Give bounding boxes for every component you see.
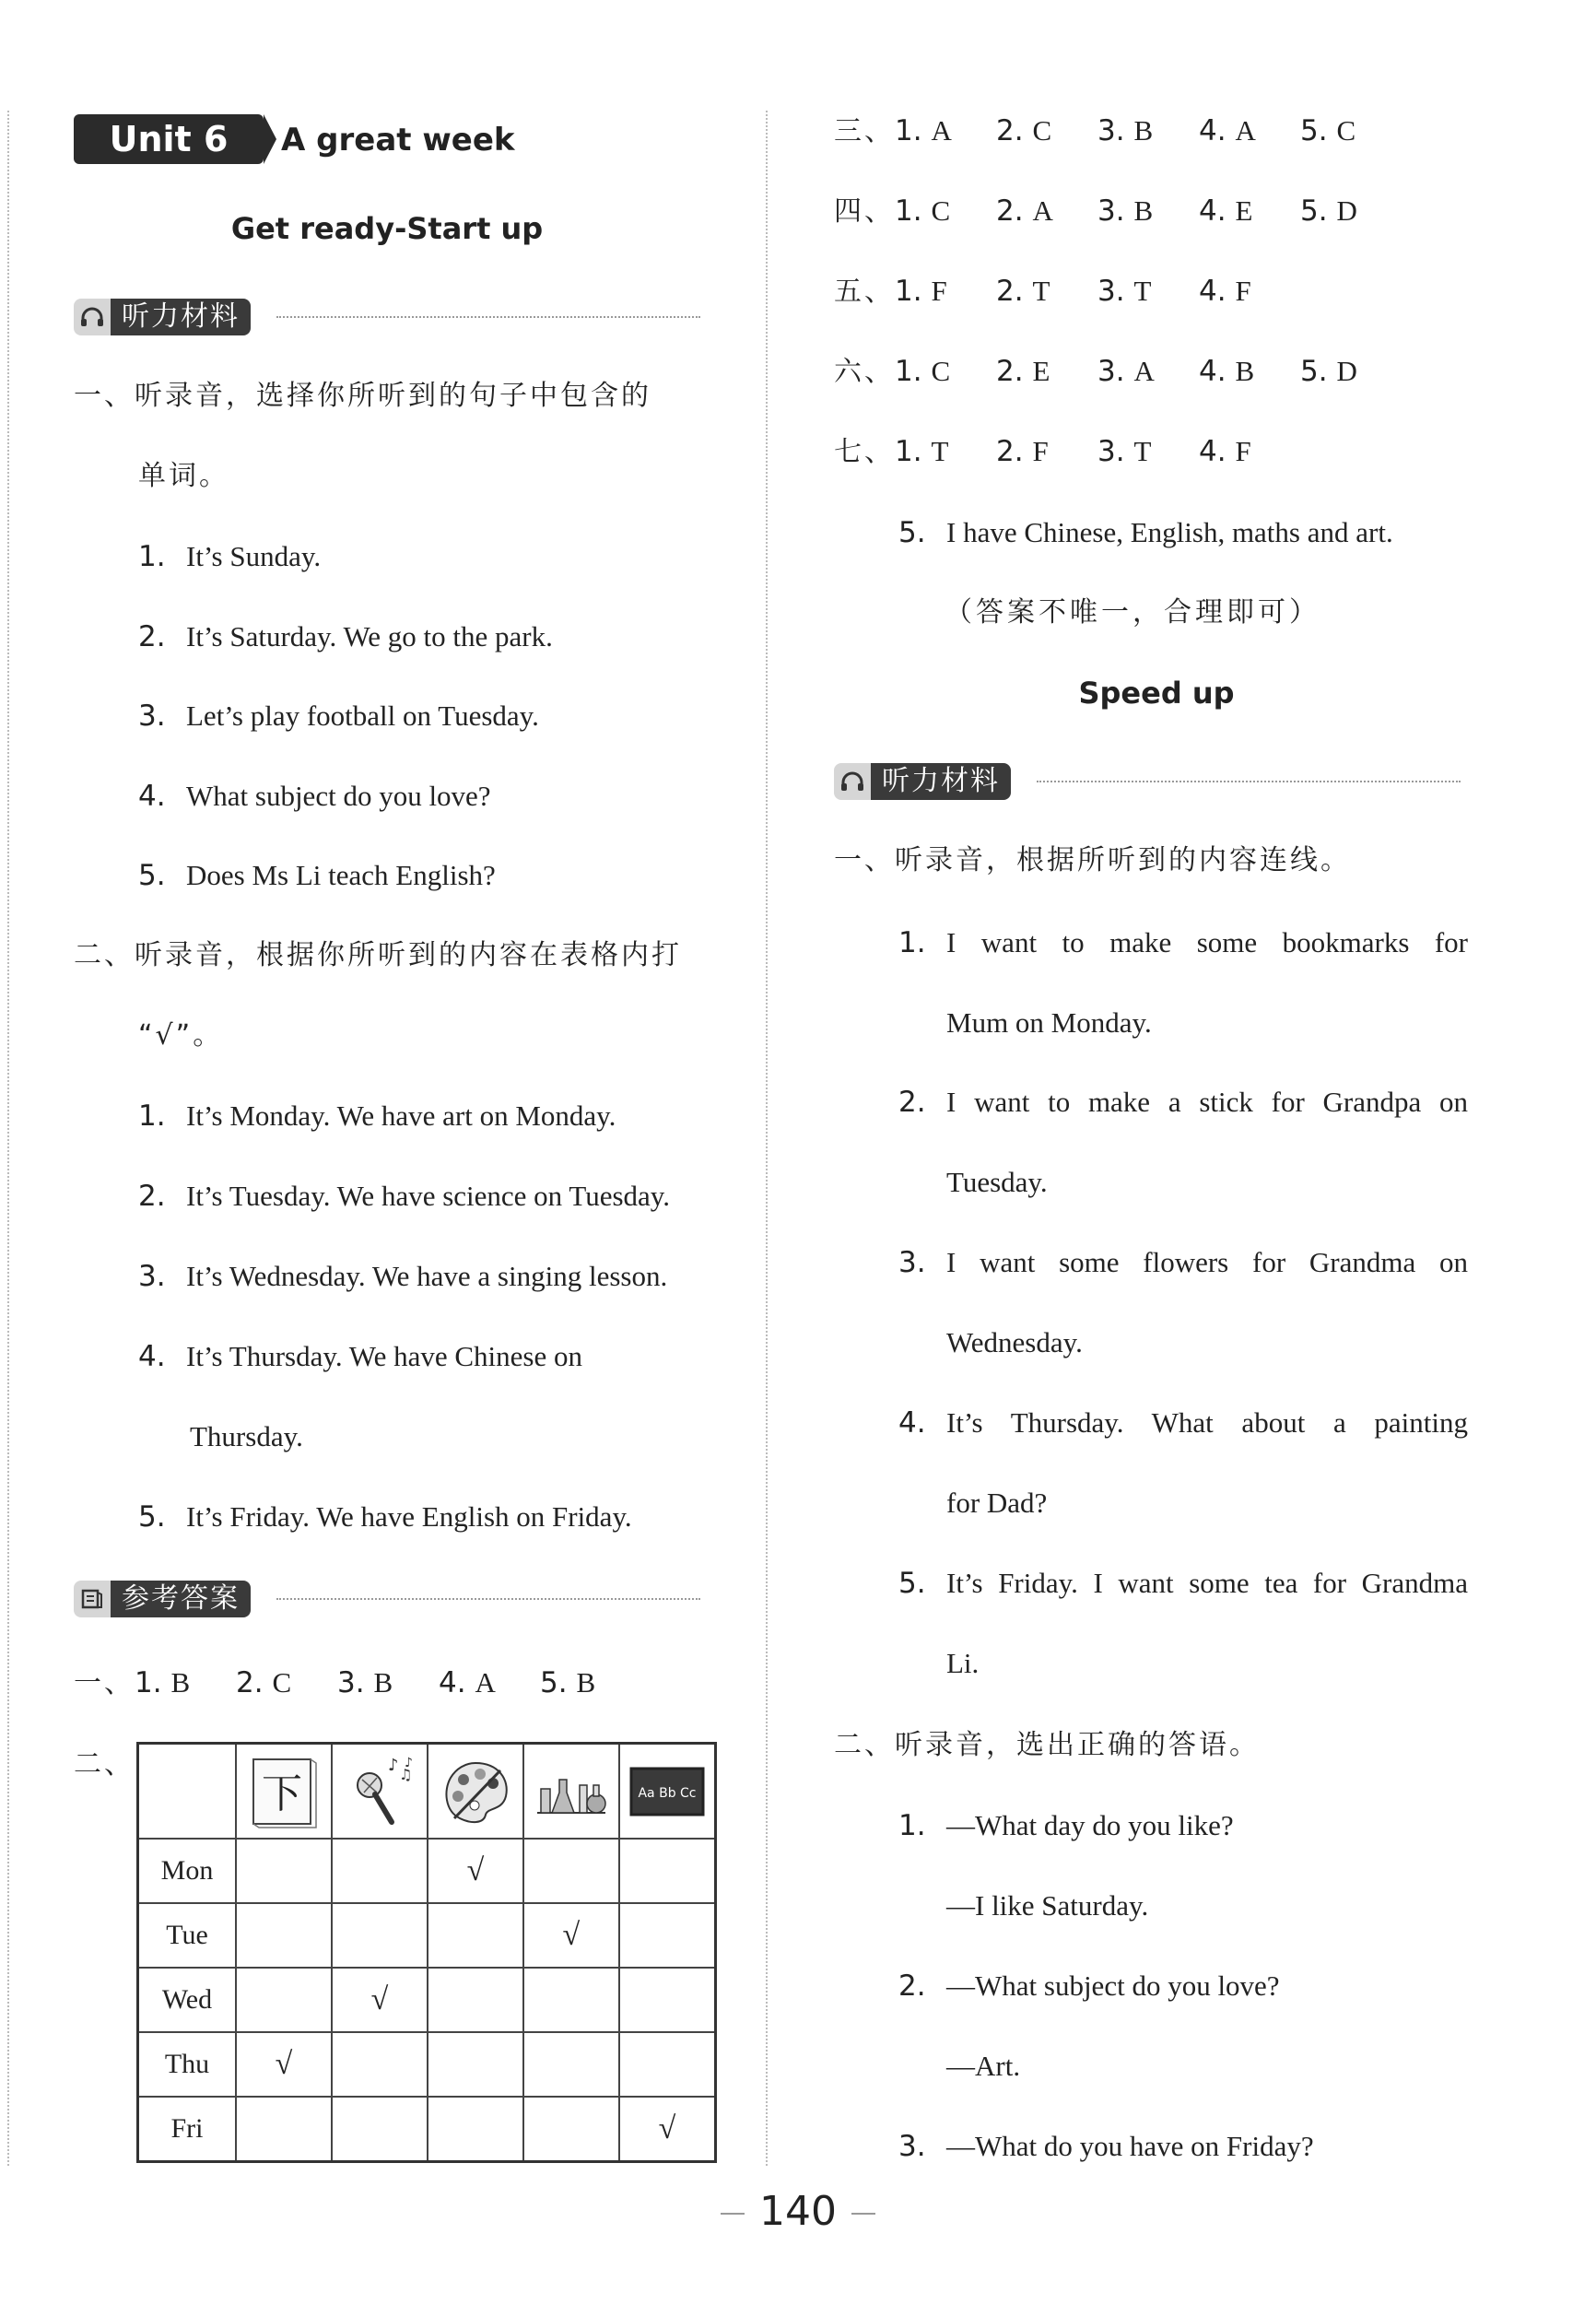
tick-cell <box>619 1839 716 1903</box>
listening-item <box>138 698 539 735</box>
day-cell: Thu <box>138 2032 237 2097</box>
answer-item <box>895 273 996 310</box>
table-row <box>138 1968 716 2032</box>
item-text: It’s Saturday. We go to the park. <box>186 620 553 652</box>
listening-item <box>898 924 1468 961</box>
tick-cell <box>332 1903 428 1968</box>
answer-row-prefix: 六、 <box>834 356 895 388</box>
chinese-character-icon <box>236 1744 332 1840</box>
item-text: I have Chinese, English, maths and art. <box>946 516 1393 548</box>
answer-row <box>834 112 1402 150</box>
speed-up-title: Speed up <box>1078 676 1235 711</box>
item-number: 1. <box>898 1809 926 1842</box>
answer-item <box>1097 112 1199 149</box>
answer-letter: F <box>1032 435 1049 467</box>
tick-cell <box>332 1968 428 2032</box>
item-text: It’s Sunday. <box>186 540 322 572</box>
dash-right <box>851 2213 875 2215</box>
tick-cell <box>619 1968 716 2032</box>
tick-cell <box>332 1839 428 1903</box>
answer-letter: B <box>1133 114 1154 147</box>
dialogue-answer <box>946 1887 1148 1924</box>
answer-item <box>337 1664 439 1701</box>
item-number: 3. <box>138 1260 166 1293</box>
listening-tag-right <box>834 761 1011 802</box>
unit-badge: Unit 6 <box>74 114 264 164</box>
item-number: 2. <box>138 620 166 653</box>
section-rule <box>276 316 700 318</box>
answer-number: 3. <box>337 1666 365 1699</box>
answer-note: （答案不唯一，合理即可） <box>945 596 1320 629</box>
answer-number: 3. <box>1097 114 1125 147</box>
answer-number: 3. <box>1097 355 1125 388</box>
listening-item-cont <box>946 1324 1083 1361</box>
listening-item <box>138 778 491 815</box>
tick-cell <box>236 2032 332 2097</box>
item-text: —What subject do you love? <box>946 1969 1280 2002</box>
dialogue-question <box>898 2128 1314 2165</box>
answer-letter: F <box>1235 435 1251 467</box>
item-number: 3. <box>898 2130 926 2163</box>
answer-number: 1. <box>895 275 922 308</box>
item-number: 5. <box>138 859 166 892</box>
answer-number: 5. <box>1300 194 1328 228</box>
right-q2-instruction: 二、听录音，选出正确的答语。 <box>834 1729 1260 1761</box>
answer-letter: B <box>373 1666 393 1699</box>
section-rule <box>276 1598 700 1600</box>
answer-row-prefix: 五、 <box>834 276 895 308</box>
table-row <box>138 1839 716 1903</box>
answer-item <box>1097 273 1199 310</box>
tick-cell <box>619 1903 716 1968</box>
listening-item-cont <box>946 1645 979 1682</box>
table-row <box>138 1903 716 1968</box>
tick-cell <box>523 2097 619 2162</box>
svg-text:♫: ♫ <box>398 1765 413 1783</box>
science-lab-icon <box>523 1744 619 1840</box>
tick-mark: √ <box>466 1853 485 1887</box>
answer-row-prefix: 七、 <box>834 436 895 468</box>
art-palette-icon <box>428 1744 523 1840</box>
item-number: 1. <box>138 540 166 573</box>
day-cell: Wed <box>138 1968 237 2032</box>
answer-number: 1. <box>895 194 922 228</box>
tick-cell <box>428 1903 523 1968</box>
item-text: What subject do you love? <box>186 780 491 812</box>
item-text: Tuesday. <box>946 1166 1048 1198</box>
answer-letter: C <box>931 355 951 387</box>
answer-letter: T <box>931 435 949 467</box>
item-text: Let’s play football on Tuesday. <box>186 700 539 732</box>
item-text: Does Ms Li teach English? <box>186 859 496 891</box>
tick-cell <box>428 1839 523 1903</box>
table-header-row <box>138 1744 716 1840</box>
item-text: for Dad? <box>946 1487 1048 1519</box>
left-q1-instruction: 一、听录音，选择你所听到的句子中包含的 <box>74 380 651 412</box>
answer-letter: T <box>1133 275 1152 307</box>
answer-letter: B <box>170 1666 191 1699</box>
answer-item <box>895 112 996 149</box>
item-number: 2. <box>138 1180 166 1213</box>
answer-number: 2. <box>236 1666 264 1699</box>
tick-cell <box>332 2032 428 2097</box>
left-q1-instruction-cont: 单词。 <box>138 460 229 492</box>
answer-item <box>895 353 996 390</box>
answer-number: 4. <box>1199 275 1226 308</box>
answer-number: 4. <box>1199 355 1226 388</box>
listening-item <box>138 1338 702 1375</box>
svg-text:♪: ♪ <box>404 1755 413 1770</box>
item-text: —What day do you like? <box>946 1809 1234 1841</box>
answer-number: 1. <box>895 355 922 388</box>
answer-letter: C <box>1032 114 1052 147</box>
answer-letter: A <box>931 114 952 147</box>
answer-number: 2. <box>996 114 1024 147</box>
item-text: It’s Monday. We have art on Monday. <box>186 1099 616 1132</box>
answer-number: 5. <box>1300 114 1328 147</box>
column-divider <box>766 111 768 2166</box>
item-number: 5. <box>898 1567 926 1600</box>
answer-letter: F <box>931 275 947 307</box>
listening-item-cont <box>946 1164 1048 1201</box>
answer-letter: F <box>1235 275 1251 307</box>
answer-item <box>135 1664 236 1701</box>
answer-item <box>1199 193 1300 229</box>
answer-letter: T <box>1032 275 1050 307</box>
answer-item <box>1199 433 1300 470</box>
item-text: —I like Saturday. <box>946 1889 1149 1922</box>
item-text: —What do you have on Friday? <box>946 2130 1314 2162</box>
tick-cell <box>619 2032 716 2097</box>
item-number: 3. <box>898 1246 926 1279</box>
item-text: —Art. <box>946 2050 1021 2082</box>
item-text: Wednesday. <box>946 1326 1083 1358</box>
day-cell: Mon <box>138 1839 237 1903</box>
tick-cell <box>428 2032 523 2097</box>
dialogue-question <box>898 1968 1280 2004</box>
answer-number: 5. <box>540 1666 568 1699</box>
item-number: 4. <box>898 1406 926 1440</box>
listening-item <box>898 1405 1468 1441</box>
answer-number: 4. <box>1199 194 1226 228</box>
answer-number: 4. <box>439 1666 466 1699</box>
listening-item-cont <box>190 1418 303 1455</box>
answer-row <box>834 193 1402 230</box>
answer-item <box>1199 353 1300 390</box>
listening-item <box>898 1244 1468 1281</box>
table-row <box>138 2032 716 2097</box>
answer-item <box>1199 112 1300 149</box>
item-number: 1. <box>138 1099 166 1133</box>
answer-number: 1. <box>135 1666 162 1699</box>
answer-item <box>439 1664 540 1701</box>
item-number: 5. <box>138 1500 166 1534</box>
answer-item <box>996 273 1097 310</box>
tick-mark: √ <box>562 1918 581 1952</box>
listening-item <box>898 1565 1468 1602</box>
answer-item <box>1300 112 1402 149</box>
listening-tag-left <box>74 297 251 337</box>
item-number: 3. <box>138 700 166 733</box>
chinese-char-text: 下 <box>261 1769 302 1817</box>
answer-letter: T <box>1133 435 1152 467</box>
table-corner-cell <box>138 1744 237 1840</box>
answer-letter: C <box>931 194 951 227</box>
answer-row <box>834 273 1300 311</box>
tick-cell <box>236 1903 332 1968</box>
answer-letter: E <box>1032 355 1050 387</box>
left-q2-instruction: 二、听录音，根据你所听到的内容在表格内打 <box>74 939 682 971</box>
answer-letter: E <box>1235 194 1253 227</box>
item-text: It’s Tuesday. We have science on Tuesday. <box>186 1180 671 1212</box>
singing-microphone-icon <box>332 1744 428 1840</box>
answer-item <box>895 193 996 229</box>
answer-item <box>996 112 1097 149</box>
answer-letter: B <box>576 1666 596 1699</box>
listening-item <box>138 1178 670 1215</box>
listening-item <box>898 1084 1468 1121</box>
answer-letter: A <box>1133 355 1155 387</box>
answer-item <box>236 1664 337 1701</box>
board-text: Aa Bb Cc <box>638 1785 697 1801</box>
answer-item <box>540 1664 641 1701</box>
answer-number: 1. <box>895 435 922 468</box>
day-cell: Tue <box>138 1903 237 1968</box>
item-text: It’s Wednesday. We have a singing lesson. <box>186 1260 668 1292</box>
answer-number: 4. <box>1199 114 1226 147</box>
tick-mark: √ <box>370 1982 389 2016</box>
dialogue-question <box>898 1807 1234 1844</box>
answer-item <box>1097 193 1199 229</box>
answer-letter: C <box>272 1666 292 1699</box>
tick-cell <box>236 2097 332 2162</box>
headphones-icon <box>834 763 871 800</box>
answer-row-prefix: 一、 <box>74 1667 135 1699</box>
item-text: It’s Thursday. What about a painting <box>946 1406 1468 1439</box>
answer-letter: D <box>1336 194 1357 227</box>
item-text: I want to make some bookmarks for <box>946 926 1468 958</box>
tick-cell <box>332 2097 428 2162</box>
tick-cell <box>523 1839 619 1903</box>
binding-margin-line <box>7 111 9 2166</box>
tick-cell <box>236 1839 332 1903</box>
listening-item-cont <box>946 1005 1152 1041</box>
book-icon <box>74 1581 111 1617</box>
listening-tag-label: 听力材料 <box>111 299 251 335</box>
answer-item <box>1300 353 1402 390</box>
left-q2-instruction-cont: “√”。 <box>138 1019 224 1052</box>
item-number: 2. <box>898 1086 926 1119</box>
tick-cell <box>428 1968 523 2032</box>
right-q1-instruction: 一、听录音，根据所听到的内容连线。 <box>834 844 1351 876</box>
answer-item <box>1199 273 1300 310</box>
answer-table <box>136 1742 717 2163</box>
item-number: 4. <box>138 780 166 813</box>
answer-number: 2. <box>996 355 1024 388</box>
answer-row-2-prefix: 二、 <box>74 1748 135 1781</box>
unit-title: A great week <box>281 122 515 159</box>
q7-item-5 <box>898 514 1468 551</box>
listening-item-cont <box>946 1485 1047 1522</box>
answer-row <box>834 433 1300 471</box>
item-text: It’s Friday. We have English on Friday. <box>186 1500 632 1533</box>
dash-left <box>721 2213 745 2215</box>
answer-letter: A <box>475 1666 496 1699</box>
answer-letter: C <box>1336 114 1356 147</box>
item-number: 4. <box>138 1340 166 1373</box>
table-row <box>138 2097 716 2162</box>
answer-item <box>996 433 1097 470</box>
item-text: It’s Thursday. We have Chinese on <box>186 1340 582 1372</box>
answer-row <box>834 353 1402 391</box>
answer-number: 2. <box>996 275 1024 308</box>
answer-letter: A <box>1032 194 1053 227</box>
listening-item <box>138 1258 667 1295</box>
answer-item <box>1097 353 1199 390</box>
answer-row-prefix: 三、 <box>834 115 895 147</box>
answers-tag <box>74 1579 251 1619</box>
item-text: I want to make a stick for Grandpa on <box>946 1086 1468 1118</box>
item-number: 1. <box>898 926 926 959</box>
answer-letter: A <box>1235 114 1256 147</box>
answer-letter: D <box>1336 355 1357 387</box>
answer-letter: B <box>1235 355 1255 387</box>
item-text: Li. <box>946 1647 980 1679</box>
answer-item <box>1300 193 1402 229</box>
english-board-icon <box>619 1744 716 1840</box>
tick-cell <box>523 2032 619 2097</box>
tick-cell <box>523 1903 619 1968</box>
listening-item <box>138 618 553 655</box>
answer-number: 3. <box>1097 275 1125 308</box>
tick-cell <box>523 1968 619 2032</box>
page-number <box>0 2184 1596 2240</box>
listening-item <box>138 1098 616 1134</box>
page-number-text: 140 <box>759 2188 837 2235</box>
answer-row-1 <box>74 1664 641 1702</box>
answer-number: 5. <box>1300 355 1328 388</box>
answer-number: 3. <box>1097 435 1125 468</box>
item-number: 5. <box>898 516 926 549</box>
answer-number: 1. <box>895 114 922 147</box>
day-cell: Fri <box>138 2097 237 2162</box>
item-text: Thursday. <box>190 1420 303 1452</box>
answer-item <box>895 433 996 470</box>
tick-cell <box>236 1968 332 2032</box>
listening-item <box>138 538 321 575</box>
item-text: I want some flowers for Grandma on <box>946 1246 1468 1278</box>
answer-row-prefix: 四、 <box>834 195 895 228</box>
section-title: Get ready-Start up <box>230 211 544 246</box>
listening-tag-label: 听力材料 <box>871 763 1011 800</box>
listening-item <box>138 1499 632 1535</box>
answer-letter: B <box>1133 194 1154 227</box>
item-text: Mum on Monday. <box>946 1006 1152 1039</box>
section-rule <box>1037 781 1461 782</box>
answer-number: 4. <box>1199 435 1226 468</box>
tick-cell <box>428 2097 523 2162</box>
svg-text:♪: ♪ <box>387 1755 399 1775</box>
answers-tag-label: 参考答案 <box>111 1581 251 1617</box>
tick-mark: √ <box>658 2111 676 2146</box>
item-text: It’s Friday. I want some tea for Grandma <box>946 1567 1468 1599</box>
headphones-icon <box>74 299 111 335</box>
answer-number: 3. <box>1097 194 1125 228</box>
dialogue-answer <box>946 2048 1020 2085</box>
tick-mark: √ <box>275 2047 293 2081</box>
answer-item <box>996 353 1097 390</box>
tick-cell <box>619 2097 716 2162</box>
answer-number: 2. <box>996 194 1024 228</box>
item-number: 2. <box>898 1969 926 2003</box>
answer-item <box>1097 433 1199 470</box>
answer-item <box>996 193 1097 229</box>
listening-item <box>138 857 496 894</box>
answer-number: 2. <box>996 435 1024 468</box>
